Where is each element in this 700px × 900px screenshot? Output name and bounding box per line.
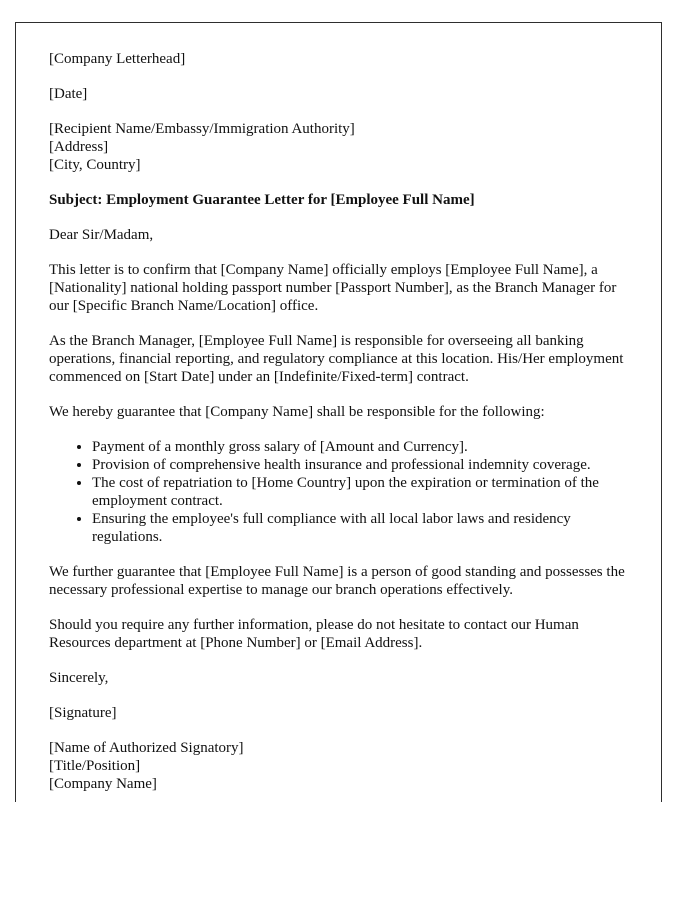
salutation: Dear Sir/Madam, — [49, 227, 154, 243]
guarantee-list — [49, 438, 629, 546]
signoff: Sincerely, — [49, 670, 109, 686]
recipient-line: [Recipient Name/Embassy/Immigration Authority] — [49, 121, 355, 137]
signatory-line: [Title/Position] — [49, 758, 141, 774]
recipient-line: [Address] — [49, 139, 109, 155]
body-paragraph: As the Branch Manager, [Employee Full Name] is responsible for overseeing all banking operations, financial reporting, and regulatory compliance at this location. His/Her employment commenced on [Start Date] under an [Indefinite/Fixed-term] contract. — [49, 333, 624, 385]
closing-paragraph: Should you require any further information, please do not hesitate to contact our Human Resources department at [Phone Number] or [Email Address]. — [49, 617, 579, 651]
signature-placeholder: [Signature] — [49, 705, 117, 721]
date-line: [Date] — [49, 86, 88, 102]
subject-line: Subject: Employment Guarantee Letter for [Employee Full Name] — [49, 192, 475, 208]
signatory-block — [49, 739, 629, 793]
guarantee-item: • Ensuring the employee's full compliance with all local labor laws and residency regulations. — [92, 510, 629, 546]
guarantee-item: • Provision of comprehensive health insurance and professional indemnity coverage. — [92, 456, 629, 474]
signatory-line: [Name of Authorized Signatory] — [49, 740, 244, 756]
company-letterhead: [Company Letterhead] — [49, 51, 186, 67]
body-paragraph: This letter is to confirm that [Company Name] officially employs [Employee Full Name], a [Nationality] national holding passport number [Passport Number], as the Branch Manager for our [Specific Branch Name/Location] office. — [49, 262, 617, 314]
recipient-line: [City, Country] — [49, 157, 141, 173]
signatory-line: [Company Name] — [49, 776, 157, 792]
guarantee-item: • Payment of a monthly gross salary of [Amount and Currency]. — [92, 438, 629, 456]
guarantee-item: • The cost of repatriation to [Home Country] upon the expiration or termination of the employment contract. — [92, 474, 629, 510]
recipient-block — [49, 120, 629, 174]
body-paragraph: We hereby guarantee that [Company Name] shall be responsible for the following: — [49, 404, 545, 420]
letter-container — [15, 22, 662, 802]
closing-paragraph: We further guarantee that [Employee Full Name] is a person of good standing and possesses the necessary professional expertise to manage our branch operations effectively. — [49, 564, 625, 598]
